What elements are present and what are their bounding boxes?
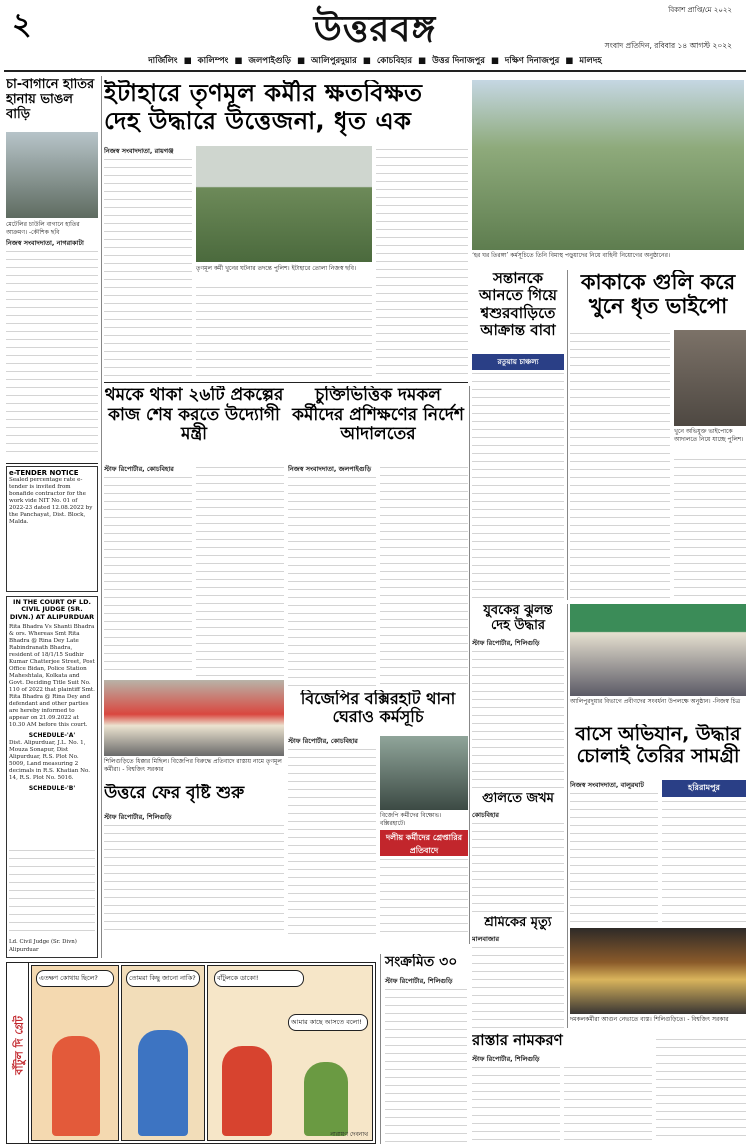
elephant-caption: মেটেলির চাউলি বাগানে হাতির আক্রমণ। -কৌশিক ছবি (6, 221, 80, 236)
col-divider (567, 270, 568, 600)
court-title: IN THE COURT OF LD. CIVIL JUDGE (SR. DIVN.) AT ALIPURDUAR (9, 598, 95, 621)
contract-story (288, 386, 468, 686)
minister-body-1 (104, 474, 192, 676)
comic-panel-3 (207, 965, 373, 1141)
comic-panel-2 (121, 965, 205, 1141)
masthead-title: উত্তরবঙ্গ (313, 9, 437, 50)
worker-body (472, 944, 564, 1028)
schedule-b-body (9, 847, 95, 937)
minister-headline: থমকে থাকা ২৬টি প্রকল্পের কাজ শেষ করতে উদ্যোগী মন্ত্রী (104, 386, 284, 445)
elephant-story (6, 78, 98, 460)
rain-story (104, 784, 284, 936)
court-signature: Ld. Civil Judge (Sr. Divn) Alipurduar (9, 939, 77, 953)
district-uttar-dinajpur: উত্তর দিনাজপুর (432, 56, 485, 66)
divider (6, 463, 98, 464)
protest-rally-photo (104, 680, 284, 756)
nephew-photo-caption: খুনে অভিযুক্ত ভাইপোকে আদালতে নিয়ে যাচ্ছে পুলিশ। (674, 428, 744, 443)
lead-headline-1: ইটাহারে তৃণমূল কর্মীর ক্ষতবিক্ষত (104, 80, 423, 107)
bjp-story (288, 690, 468, 940)
minister-body-2 (196, 464, 284, 676)
date-line: সংবাদ প্রতিদিন, রবিবার ১৪ আগস্ট ২০২২ (604, 41, 732, 50)
court-text: Rita Bhadra Vs Shanti Bhadra & ors. Whereas Smt Rita Bhadra @ Rina Dey Late Rabindranath Bhadra, resident of 18/1/15 Sudhir Kumar Chatterjee Street, Post Office Bidan, Police Station Maheshtala, Kolkata and Govt. Deciding Title Suit No. 110 of 2022 that plaintiff Smt. Rita Bhadra @ Rina Dey and defendant and other parties are hereby informed to appear on 21.09.2022 at 10.30 AM before this court. (9, 624, 95, 729)
award-event-caption: আলিপুরদুয়ার বিভাগে প্রবীণদের সংবর্ধনা উপলক্ষে অনুষ্ঠান। -নিজস্ব চিত্র (570, 698, 741, 705)
minister-byline: স্টাফ রিপোর্টার, কোচবিহার (104, 465, 174, 473)
fire-photo (570, 928, 746, 1014)
rain-body (104, 822, 284, 934)
elephant-headline: চা-বাগানে হাতির হানায় ভাঙল বাড়ি (6, 78, 95, 122)
comic-signature: নারায়ণ দেবনাথ (330, 1130, 368, 1138)
district-kalimpong: কালিম্পং (197, 56, 229, 66)
bus-body-2 (662, 798, 746, 924)
speech-bubble: বাঁটুলকে ডাকো! (214, 970, 304, 987)
character-figure (304, 1062, 348, 1136)
bullet-icon: ■ (565, 56, 574, 66)
bullet-icon: ■ (490, 56, 499, 66)
bjp-photo (380, 736, 468, 810)
road-story (472, 1032, 746, 1144)
bjp-sub-tag: দলীয় কর্মীদের গ্রেপ্তারির প্রতিবাদে (380, 830, 468, 860)
father-headline: সন্তানকে আনতে গিয়ে শ্বশুরবাড়িতে আক্রান্ত বাবা (479, 270, 557, 339)
district-malda: মালদহ (579, 56, 602, 66)
bus-story (570, 724, 746, 924)
district-dakshin-dinajpur: দক্ষিণ দিনাজপুর (504, 56, 560, 66)
lead-byline: নিজস্ব সংবাদদাতা, রায়গঞ্জ (104, 147, 174, 155)
comic-strip (6, 962, 376, 1144)
bus-tag: হরিরামপুর (662, 780, 746, 797)
award-event-photo (570, 604, 746, 696)
schedule-a-title: SCHEDULE-'A' (28, 732, 76, 740)
elephant-body (6, 248, 98, 458)
fire-caption: দমকলকর্মীরা আগুন নেভাতে ব্যস্ত। শিলিগুড়িতে। - বিশ্বজিৎ সরকার (570, 1016, 729, 1023)
district-darjeeling: দার্জিলিং (148, 56, 178, 66)
character-figure (52, 1036, 100, 1136)
speech-bubble: এতক্ষণ কোথায় ছিলে? (36, 970, 114, 987)
district-alipurduar: আলিপুরদুয়ার (311, 56, 357, 66)
comic-title: বাঁটুল দি গ্রেট (12, 1015, 26, 1075)
father-story (472, 270, 564, 600)
father-body (472, 370, 564, 600)
district-coochbehar: কোচবিহার (376, 56, 413, 66)
lead-body-col3 (376, 146, 468, 378)
lead-body-col2 (196, 284, 372, 378)
rain-byline: স্টাফ রিপোর্টার, শিলিগুড়ি (104, 813, 172, 821)
lead-photo (196, 146, 372, 262)
lead-photo-caption: তৃণমূল কর্মী খুনের ঘটনার তদন্তে পুলিশ। ইটাহারে তোলা নিজস্ব ছবি। (196, 265, 357, 272)
page-number: ২ (12, 7, 32, 42)
bjp-headline: বিজেপির বক্সিরহাট থানা ঘেরাও কর্মসূচি (300, 690, 456, 727)
schedule-text: Dist. Alipurduar, J.L. No. 1, Mouza Sonapur, Dist Alipurduar, R.S. Plot No. 5009, Land measuring 2 decimals in R.S. Khatian No. 14, R.S. Plot No. 5016. (9, 740, 91, 782)
rally-photo-caption: ‘হর ঘর তিরঙ্গা’ কর্মসূচিতে তিনি বিমাস্থ পড়ুয়াদের নিয়ে বাহিনী নিয়োগের অনুষ্ঠানের। (472, 252, 671, 259)
hanging-story (472, 604, 564, 788)
bullet-headline: গুলিতে জখম (482, 792, 554, 806)
nephew-photo (674, 330, 746, 426)
col-divider (567, 604, 568, 1028)
elephant-byline: নিজস্ব সংবাদদাতা, নাগরাকাটা (6, 239, 84, 247)
district-bar (0, 54, 750, 68)
rain-headline: উত্তরে ফের বৃষ্টি শুরু (104, 784, 245, 803)
road-body-1 (472, 1064, 560, 1142)
character-figure (138, 1030, 188, 1136)
infection-box (380, 954, 468, 1144)
nephew-story (570, 270, 746, 600)
bus-byline: নিজস্ব সংবাদদাতা, বালুরঘাট (570, 781, 644, 789)
protest-rally-caption: শিলিগুড়িতে ধিক্কার মিছিল। বিজেপির বিরুদ্ধে প্রতিবাদে রাস্তায় নামে তৃণমূল কর্মীরা। - বিশ্বজিৎ সরকার (104, 758, 282, 773)
worker-byline: মালবাজার (472, 935, 500, 943)
lead-story (104, 80, 468, 380)
elephant-photo (6, 132, 98, 218)
comic-title-block (7, 963, 29, 1143)
court-notice (6, 596, 98, 958)
infection-headline: সংক্রমিত ৩০ (385, 954, 458, 970)
road-headline: রাস্তার নামকরণ (472, 1032, 563, 1049)
bullet-byline: কোচবিহার (472, 811, 499, 819)
nephew-headline: কাকাকে গুলি করে খুনে ধৃত ভাইপো (580, 270, 736, 319)
lead-body-col1 (104, 156, 192, 378)
masthead (0, 0, 750, 70)
nephew-body (570, 330, 670, 600)
hanging-body (472, 648, 564, 788)
contract-body-1 (288, 474, 376, 686)
bjp-photo-caption: বিজেপি কর্মীদের বিক্ষোভ। বক্সিরহাটে। (380, 812, 442, 827)
bullet-icon: ■ (362, 56, 371, 66)
district-jalpaiguri: জলপাইগুড়ি (248, 56, 291, 66)
lead-headline-2: দেহ উদ্ধারে উত্তেজনা, ধৃত এক (104, 106, 412, 135)
masthead-rule (4, 70, 746, 72)
contract-body-2 (380, 464, 468, 686)
worker-headline: শ্রমিকের মৃত্যু (484, 916, 552, 930)
edition-info: বিকাশ প্রাপ্তি/মে ২০২২ (668, 6, 732, 14)
schedule-b-title: SCHEDULE-'B' (28, 785, 76, 793)
bullet-body (472, 820, 564, 912)
speech-bubble: তোমরা কিছু জানো নাকি? (126, 970, 200, 987)
infection-body (385, 986, 467, 1142)
character-figure (222, 1046, 272, 1136)
divider (104, 382, 468, 383)
contract-headline: চুক্তিভিত্তিক দমকল কর্মীদের প্রশিক্ষণের নির্দেশ আদালতের (292, 386, 464, 445)
bullet-icon: ■ (297, 56, 306, 66)
rally-photo (472, 80, 744, 250)
bjp-body-2 (380, 856, 468, 938)
contract-byline: নিজস্ব সংবাদদাতা, জলপাইগুড়ি (288, 465, 372, 473)
tender-notice (6, 466, 98, 592)
col-divider (101, 76, 102, 958)
speech-bubble: আমার কাছে আসতে বলো! (288, 1014, 368, 1031)
hanging-headline: যুবকের ঝুলন্ত দেহ উদ্ধার (483, 604, 553, 633)
bus-headline: বাসে অভিযান, উদ্ধার চোলাই তৈরির সামগ্রী (575, 724, 741, 767)
bullet-icon: ■ (234, 56, 243, 66)
road-body-3 (656, 1036, 746, 1142)
bus-body-1 (570, 790, 658, 924)
infection-byline: স্টাফ রিপোর্টার, শিলিগুড়ি (385, 977, 453, 985)
hanging-byline: স্টাফ রিপোর্টার, শিলিগুড়ি (472, 639, 540, 647)
bjp-body-1 (288, 746, 376, 938)
comic-panel-1 (31, 965, 119, 1141)
road-byline: স্টাফ রিপোর্টার, শিলিগুড়ি (472, 1055, 540, 1063)
bullet-icon: ■ (183, 56, 192, 66)
bullet-story (472, 792, 564, 912)
nephew-body-2 (674, 456, 746, 600)
tender-title: e-TENDER NOTICE (9, 469, 79, 477)
worker-story (472, 916, 564, 1028)
road-body-2 (564, 1064, 652, 1142)
bullet-icon: ■ (418, 56, 427, 66)
col-divider (469, 386, 470, 944)
father-tag: রতুয়ায় চাঞ্চল্য (472, 354, 564, 370)
bjp-byline: স্টাফ রিপোর্টার, কোচবিহার (288, 737, 358, 745)
tender-text: Sealed percentage rate e-tender is invited from bonafide contractor for the work vide NIT No. 01 of 2022-23 dated 12.08.2022 by the Panchayat, Dist. Block, Malda. (9, 477, 93, 526)
